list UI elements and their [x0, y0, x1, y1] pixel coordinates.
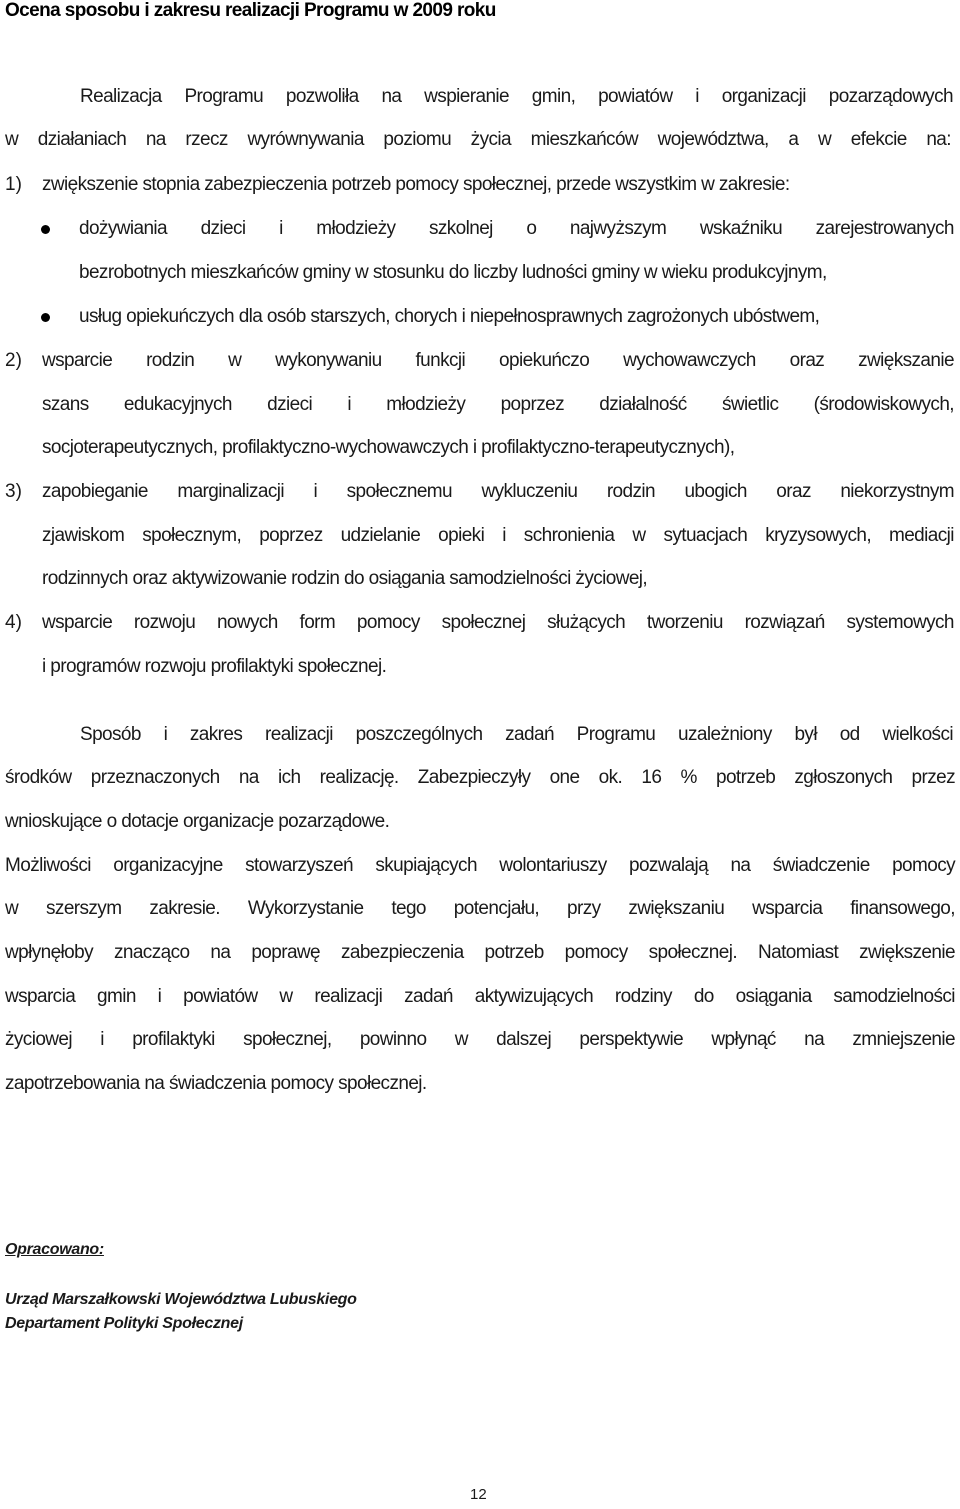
para2-line-7	[5, 986, 955, 1008]
word: i	[695, 86, 699, 107]
word: w	[228, 350, 242, 371]
para2-line-3: wnioskujące o dotacje organizacje pozarządowe.	[5, 811, 390, 832]
item3-line-2	[42, 525, 954, 547]
word: młodzieży	[386, 394, 466, 415]
word: poziomu	[383, 129, 452, 150]
word: wolontariuszy	[499, 855, 607, 876]
word: działaniach	[37, 129, 127, 150]
word: przeznaczonych	[90, 767, 220, 788]
word: organizacyjne	[113, 855, 223, 876]
item3-line-1	[42, 481, 954, 503]
bullet-icon	[41, 225, 50, 234]
page-title: Ocena sposobu i zakresu realizacji Programu w 2009 roku	[5, 0, 496, 21]
item2-number: 2)	[5, 350, 22, 371]
para2-line-5	[5, 898, 955, 920]
word: mieszkańców	[530, 129, 639, 150]
word: wpłynęłoby	[5, 942, 93, 963]
word: wspieranie	[424, 86, 509, 107]
word: rzecz	[185, 129, 228, 150]
item1-text: zwiększenie stopnia zabezpieczenia potrzeb pomocy społecznej, przede wszystkim w zakresie:	[42, 174, 790, 195]
word: Programu	[576, 724, 656, 745]
item1-bullet1-line-1	[79, 218, 954, 240]
word: pomocy	[564, 942, 628, 963]
word: przez	[911, 767, 955, 788]
item1-bullet2-line-1: usług opiekuńczych dla osób starszych, chorych i niepełnosprawnych zagrożonych ubóstwem,	[79, 306, 820, 327]
word: i	[157, 986, 162, 1007]
word: organizacji	[721, 86, 806, 107]
word: mediacji	[888, 525, 954, 546]
word: zmniejszenie	[852, 1029, 955, 1050]
word: i	[100, 1029, 104, 1050]
word: realizacji	[314, 986, 383, 1007]
word: rodzin	[606, 481, 655, 502]
para2-line-6	[5, 942, 955, 964]
word: realizacji	[265, 724, 333, 745]
word: zgłoszonych	[794, 767, 893, 788]
word: %	[680, 767, 697, 788]
word: perspektywie	[579, 1029, 684, 1050]
word: skupiających	[375, 855, 477, 876]
word: wykluczeniu	[481, 481, 578, 502]
word: rodziny	[614, 986, 672, 1007]
word: był	[794, 724, 817, 745]
word: pomocy	[892, 855, 955, 876]
word: sytuacjach	[663, 525, 748, 546]
word: pozarządowych	[828, 86, 953, 107]
word: Natomiast	[758, 942, 839, 963]
word: marginalizacji	[177, 481, 285, 502]
word: działalność	[599, 394, 687, 415]
word: wykonywaniu	[275, 350, 382, 371]
word: na	[238, 767, 259, 788]
word: wsparcia	[752, 898, 823, 919]
word: i	[313, 481, 318, 502]
word: zabezpieczenia	[340, 942, 464, 963]
word: i	[502, 525, 506, 546]
word: niekorzystnym	[840, 481, 954, 502]
word: województwa,	[657, 129, 769, 150]
bullet-icon	[41, 313, 50, 322]
word: potrzeb	[484, 942, 544, 963]
word: potencjału,	[453, 898, 540, 919]
word: tego	[391, 898, 426, 919]
word: poprzez	[259, 525, 323, 546]
word: w	[279, 986, 293, 1007]
word: życiowej	[5, 1029, 72, 1050]
para1-line-2	[5, 129, 951, 151]
item2-line-1	[42, 350, 954, 372]
word: oraz	[776, 481, 811, 502]
word: służących	[547, 612, 626, 633]
word: aktywizujących	[474, 986, 594, 1007]
word: rodzin	[146, 350, 195, 371]
word: i	[279, 218, 283, 239]
word: oraz	[789, 350, 825, 371]
word: zwiększanie	[858, 350, 954, 371]
para2-line-4	[5, 855, 955, 877]
word: powiatów	[598, 86, 673, 107]
word: powiatów	[183, 986, 258, 1007]
word: samodzielności	[833, 986, 955, 1007]
word: schronienia	[523, 525, 615, 546]
word: i	[163, 724, 168, 745]
word: udzielanie	[340, 525, 421, 546]
word: poprawę	[251, 942, 320, 963]
word: Możliwości	[5, 855, 91, 876]
word: wsparcie	[42, 350, 113, 371]
word: młodzieży	[316, 218, 396, 239]
department-name: Departament Polityki Społecznej	[5, 1315, 243, 1332]
word: wyrównywania	[247, 129, 364, 150]
word: na	[730, 855, 751, 876]
word: od	[839, 724, 860, 745]
word: dzieci	[267, 394, 313, 415]
word: edukacyjnych	[123, 394, 232, 415]
word: na	[210, 942, 231, 963]
word: tworzeniu	[646, 612, 723, 633]
item3-line-3: rodzinnych oraz aktywizowanie rodzin do osiągania samodzielności życiowej,	[42, 568, 648, 589]
word: i	[347, 394, 351, 415]
word: świadczenie	[772, 855, 870, 876]
word: (środowiskowych,	[813, 394, 954, 415]
word: najwyższym	[569, 218, 667, 239]
word: ich	[277, 767, 301, 788]
word: wychowawczych	[623, 350, 756, 371]
word: na:	[926, 129, 951, 150]
word: zjawiskom	[42, 525, 125, 546]
word: pozwoliła	[285, 86, 359, 107]
word: profilaktyki	[132, 1029, 215, 1050]
word: efekcie	[850, 129, 907, 150]
word: pozwalają	[628, 855, 709, 876]
organization-name: Urząd Marszałkowski Województwa Lubuskiego	[5, 1291, 357, 1308]
word: systemowych	[846, 612, 954, 633]
word: zadań	[505, 724, 554, 745]
word: na	[145, 129, 166, 150]
word: przy	[567, 898, 601, 919]
word: zapobieganie	[42, 481, 148, 502]
word: dzieci	[200, 218, 246, 239]
item3-number: 3)	[5, 481, 22, 502]
para2-line-9: zapotrzebowania na świadczenia pomocy społecznej.	[5, 1073, 427, 1094]
word: ok.	[598, 767, 623, 788]
word: uzależniony	[678, 724, 772, 745]
word: 16	[641, 767, 662, 788]
word: a	[788, 129, 799, 150]
word: świetlic	[721, 394, 779, 415]
word: poszczególnych	[355, 724, 483, 745]
word: zwiększenie	[859, 942, 955, 963]
word: nowych	[216, 612, 278, 633]
word: opiekuńczo	[499, 350, 590, 371]
word: Programu	[184, 86, 264, 107]
word: wskaźniku	[699, 218, 783, 239]
word: szkolnej	[428, 218, 493, 239]
word: życia	[470, 129, 511, 150]
word: funkcji	[415, 350, 466, 371]
item2-line-3: socjoterapeutycznych, profilaktyczno-wychowawczych i profilaktyczno-terapeutycznych),	[42, 437, 735, 458]
word: one	[549, 767, 580, 788]
word: zarejestrowanych	[815, 218, 954, 239]
word: realizację.	[319, 767, 399, 788]
word: osiągania	[735, 986, 812, 1007]
word: w	[454, 1029, 468, 1050]
word: w	[5, 129, 19, 150]
word: Realizacja	[80, 86, 162, 107]
word: społecznej,	[243, 1029, 332, 1050]
word: dożywiania	[79, 218, 167, 239]
word: kryzysowych,	[765, 525, 871, 546]
para2-line-2	[5, 767, 955, 789]
item1-bullet1-line-2: bezrobotnych mieszkańców gminy w stosunku do liczby ludności gminy w wieku produkcyjnym,	[79, 262, 827, 283]
word: zakres	[189, 724, 243, 745]
word: form	[299, 612, 336, 633]
word: finansowego,	[850, 898, 955, 919]
word: zwiększaniu	[628, 898, 725, 919]
word: zakresie.	[149, 898, 220, 919]
para1-line-1	[80, 86, 953, 108]
word: na	[804, 1029, 825, 1050]
word: rozwiązań	[744, 612, 825, 633]
word: do	[693, 986, 714, 1007]
word: społecznemu	[346, 481, 452, 502]
word: poprzez	[500, 394, 564, 415]
item4-line-2: i programów rozwoju profilaktyki społecznej.	[42, 656, 387, 677]
page-number: 12	[470, 1486, 487, 1503]
word: w	[5, 898, 19, 919]
word: społecznej.	[648, 942, 738, 963]
word: stowarzyszeń	[245, 855, 353, 876]
word: powinno	[359, 1029, 427, 1050]
word: społecznej	[441, 612, 526, 633]
item4-line-1	[42, 612, 954, 634]
item1-number: 1)	[5, 174, 22, 195]
item2-line-2	[42, 394, 954, 416]
word: wielkości	[882, 724, 953, 745]
word: w	[632, 525, 646, 546]
word: Sposób	[80, 724, 141, 745]
word: ubogich	[684, 481, 747, 502]
word: na	[381, 86, 402, 107]
word: potrzeb	[716, 767, 776, 788]
word: wpłynąć	[711, 1029, 776, 1050]
word: w	[817, 129, 832, 150]
word: gmin	[97, 986, 136, 1007]
word: wsparcia	[5, 986, 76, 1007]
word: wsparcie	[42, 612, 113, 633]
word: szans	[42, 394, 89, 415]
word: pomocy	[356, 612, 420, 633]
word: Wykorzystanie	[247, 898, 364, 919]
word: gmin,	[531, 86, 576, 107]
word: Zabezpieczyły	[417, 767, 531, 788]
prepared-by-label: Opracowano:	[5, 1241, 104, 1258]
word: środków	[5, 767, 72, 788]
word: znacząco	[113, 942, 190, 963]
word: społecznym,	[142, 525, 242, 546]
word: zadań	[404, 986, 453, 1007]
word: dalszej	[496, 1029, 552, 1050]
word: o	[526, 218, 537, 239]
word: opieki	[438, 525, 485, 546]
item4-number: 4)	[5, 612, 22, 633]
para2-line-8	[5, 1029, 955, 1051]
word: szerszym	[46, 898, 122, 919]
word: rozwoju	[133, 612, 196, 633]
para2-line-1	[80, 724, 953, 746]
